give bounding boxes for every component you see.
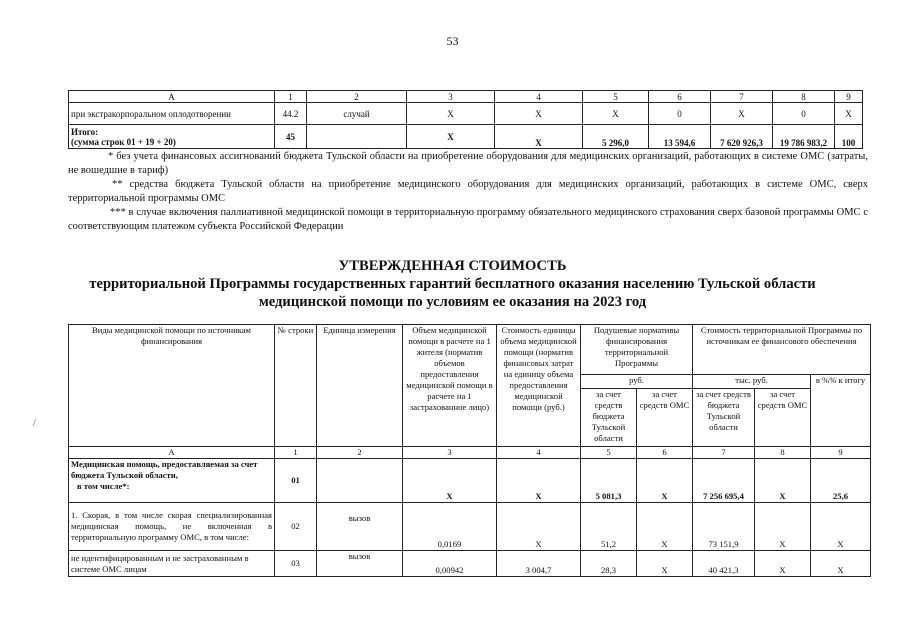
index-cell: 7 <box>693 447 755 459</box>
cell: 13 594,6 <box>649 125 711 149</box>
header-cell: 7 <box>711 91 773 103</box>
index-cell: 1 <box>275 447 317 459</box>
total-row <box>69 125 863 149</box>
table-row <box>69 503 871 551</box>
header-cell: 1 <box>275 91 307 103</box>
cell: 5 081,3 <box>581 459 637 503</box>
table-row <box>69 103 863 125</box>
col-header-oms: за счет средств ОМС <box>755 389 811 447</box>
cell: X <box>497 459 581 503</box>
footnote: *** в случае включения паллиативной медицинской помощи в территориальную программу обязательного медицинского страхования сверх базовой программы ОМС с соответствующим платежом субъекта Российской Федерации <box>68 207 868 232</box>
table-row <box>69 459 871 503</box>
table-header-row <box>69 91 863 103</box>
col-header-oms: за счет средств ОМС <box>637 389 693 447</box>
col-header-volume: Объем медицинской помощи в расчете на 1 жителя (норматив объемов предоставления медицинской помощи в расчете на 1 застрахованное лицо) <box>403 325 497 447</box>
page-subtitle: медицинской помощи по условиям ее оказания на 2023 год <box>258 294 647 310</box>
table-row <box>69 551 871 577</box>
cell: X <box>835 103 863 125</box>
col-header-row-number: № строки <box>275 325 317 447</box>
col-header-unit-cost: Стоимость единицы объема медицинской помощи (норматив финансовых затрат на единицу объема предоставления медицинской помощи (руб.) <box>497 325 581 447</box>
row-label: не идентифицированным и не застрахованным в системе ОМС лицам <box>69 551 275 577</box>
row-unit: случай <box>307 103 407 125</box>
row-label: при экстракорпоральном оплодотворении <box>69 103 275 125</box>
cell: 3 004,7 <box>497 551 581 577</box>
col-header-budget: за счет средств бюджета Тульской области <box>693 389 755 447</box>
cell <box>307 125 407 149</box>
cell: X <box>755 459 811 503</box>
cell: 0,00942 <box>403 551 497 577</box>
cell: X <box>407 103 495 125</box>
header-cell: 6 <box>649 91 711 103</box>
cell: X <box>637 459 693 503</box>
cell: 28,3 <box>581 551 637 577</box>
index-cell: 6 <box>637 447 693 459</box>
col-group-per-capita: Подушевые нормативы финансирования территориальной Программы <box>581 325 693 375</box>
cell: 45 <box>275 125 307 149</box>
cell: 7 256 695,4 <box>693 459 755 503</box>
cell: 73 151,9 <box>693 503 755 551</box>
cell: 7 620 926,3 <box>711 125 773 149</box>
total-label-line: (сумма строк 01 + 19 + 20) <box>71 136 176 147</box>
index-cell: 9 <box>811 447 871 459</box>
row-label <box>69 459 275 503</box>
header-cell: 4 <box>495 91 583 103</box>
cell: 40 421,3 <box>693 551 755 577</box>
table-header-row <box>69 325 871 375</box>
col-group-program-cost: Стоимость территориальной Программы по источникам ее финансового обеспечения <box>693 325 871 375</box>
cell: X <box>583 103 649 125</box>
cell: 51,2 <box>581 503 637 551</box>
index-cell: 8 <box>755 447 811 459</box>
col-header-budget: за счет средств бюджета Тульской области <box>581 389 637 447</box>
cell: X <box>637 503 693 551</box>
row-number: 01 <box>275 459 317 503</box>
header-cell: 5 <box>583 91 649 103</box>
cell: 5 296,0 <box>583 125 649 149</box>
page-title: УТВЕРЖДЕННАЯ СТОИМОСТЬ <box>338 258 567 274</box>
footnote: * без учета финансовых ассигнований бюджета Тульской области на приобретение оборудования для медицинских организаций, работающих в системе ОМС (затраты, не вошедшие в тариф) <box>68 151 868 176</box>
row-number: 03 <box>275 551 317 577</box>
col-header-percent: в %% к итогу <box>811 375 871 447</box>
index-cell: 3 <box>403 447 497 459</box>
index-row <box>69 447 871 459</box>
cell: X <box>403 459 497 503</box>
index-cell: 2 <box>317 447 403 459</box>
cell: X <box>711 103 773 125</box>
margin-mark: / <box>33 418 36 429</box>
row-label: 1. Скорая, в том числе скорая специализированная медицинская помощь, не включенная в территориальную программу ОМС, в том числе: <box>69 503 275 551</box>
cell: X <box>497 503 581 551</box>
page-number: 53 <box>446 34 459 48</box>
header-cell: 8 <box>773 91 835 103</box>
unit-rub: руб. <box>581 375 693 389</box>
col-header-types: Виды медицинской помощи по источникам финансирования <box>69 325 275 447</box>
cell: X <box>811 503 871 551</box>
col-header-unit: Единица измерения <box>317 325 403 447</box>
total-label <box>69 125 275 149</box>
row-label-text: в том числе*: <box>77 481 130 491</box>
row-unit: вызов <box>317 551 403 577</box>
row-number: 44.2 <box>275 103 307 125</box>
header-cell: 3 <box>407 91 495 103</box>
index-cell: 5 <box>581 447 637 459</box>
cell: X <box>495 125 583 149</box>
cell: 0 <box>773 103 835 125</box>
cell: 19 786 983,2 <box>773 125 835 149</box>
cell: 0,0169 <box>403 503 497 551</box>
cost-table <box>68 324 871 577</box>
index-cell: А <box>69 447 275 459</box>
cell: X <box>811 551 871 577</box>
footnotes <box>68 150 868 234</box>
page-subtitle: территориальной Программы государственных гарантий бесплатного оказания населению Тульской области <box>89 276 816 292</box>
cell: 0 <box>649 103 711 125</box>
header-cell: 9 <box>835 91 863 103</box>
row-unit <box>317 459 403 503</box>
cell: 25,6 <box>811 459 871 503</box>
cell: X <box>755 503 811 551</box>
row-unit: вызов <box>317 503 403 551</box>
footnote: ** средства бюджета Тульской области на приобретение медицинского оборудования для медицинских организаций, работающих в системе ОМС, сверх территориальной программы ОМС <box>68 179 868 204</box>
header-cell: А <box>69 91 275 103</box>
cell: X <box>755 551 811 577</box>
cell: X <box>637 551 693 577</box>
continuation-table <box>68 90 863 149</box>
index-cell: 4 <box>497 447 581 459</box>
header-cell: 2 <box>307 91 407 103</box>
cell: 100 <box>835 125 863 149</box>
unit-thousand-rub: тыс. руб. <box>693 375 811 389</box>
total-label-line: Итого: <box>71 126 99 137</box>
row-label-text: Медицинская помощь, предоставляемая за счет бюджета Тульской области, <box>71 459 258 480</box>
cell: X <box>495 103 583 125</box>
cell: X <box>407 125 495 149</box>
row-number: 02 <box>275 503 317 551</box>
